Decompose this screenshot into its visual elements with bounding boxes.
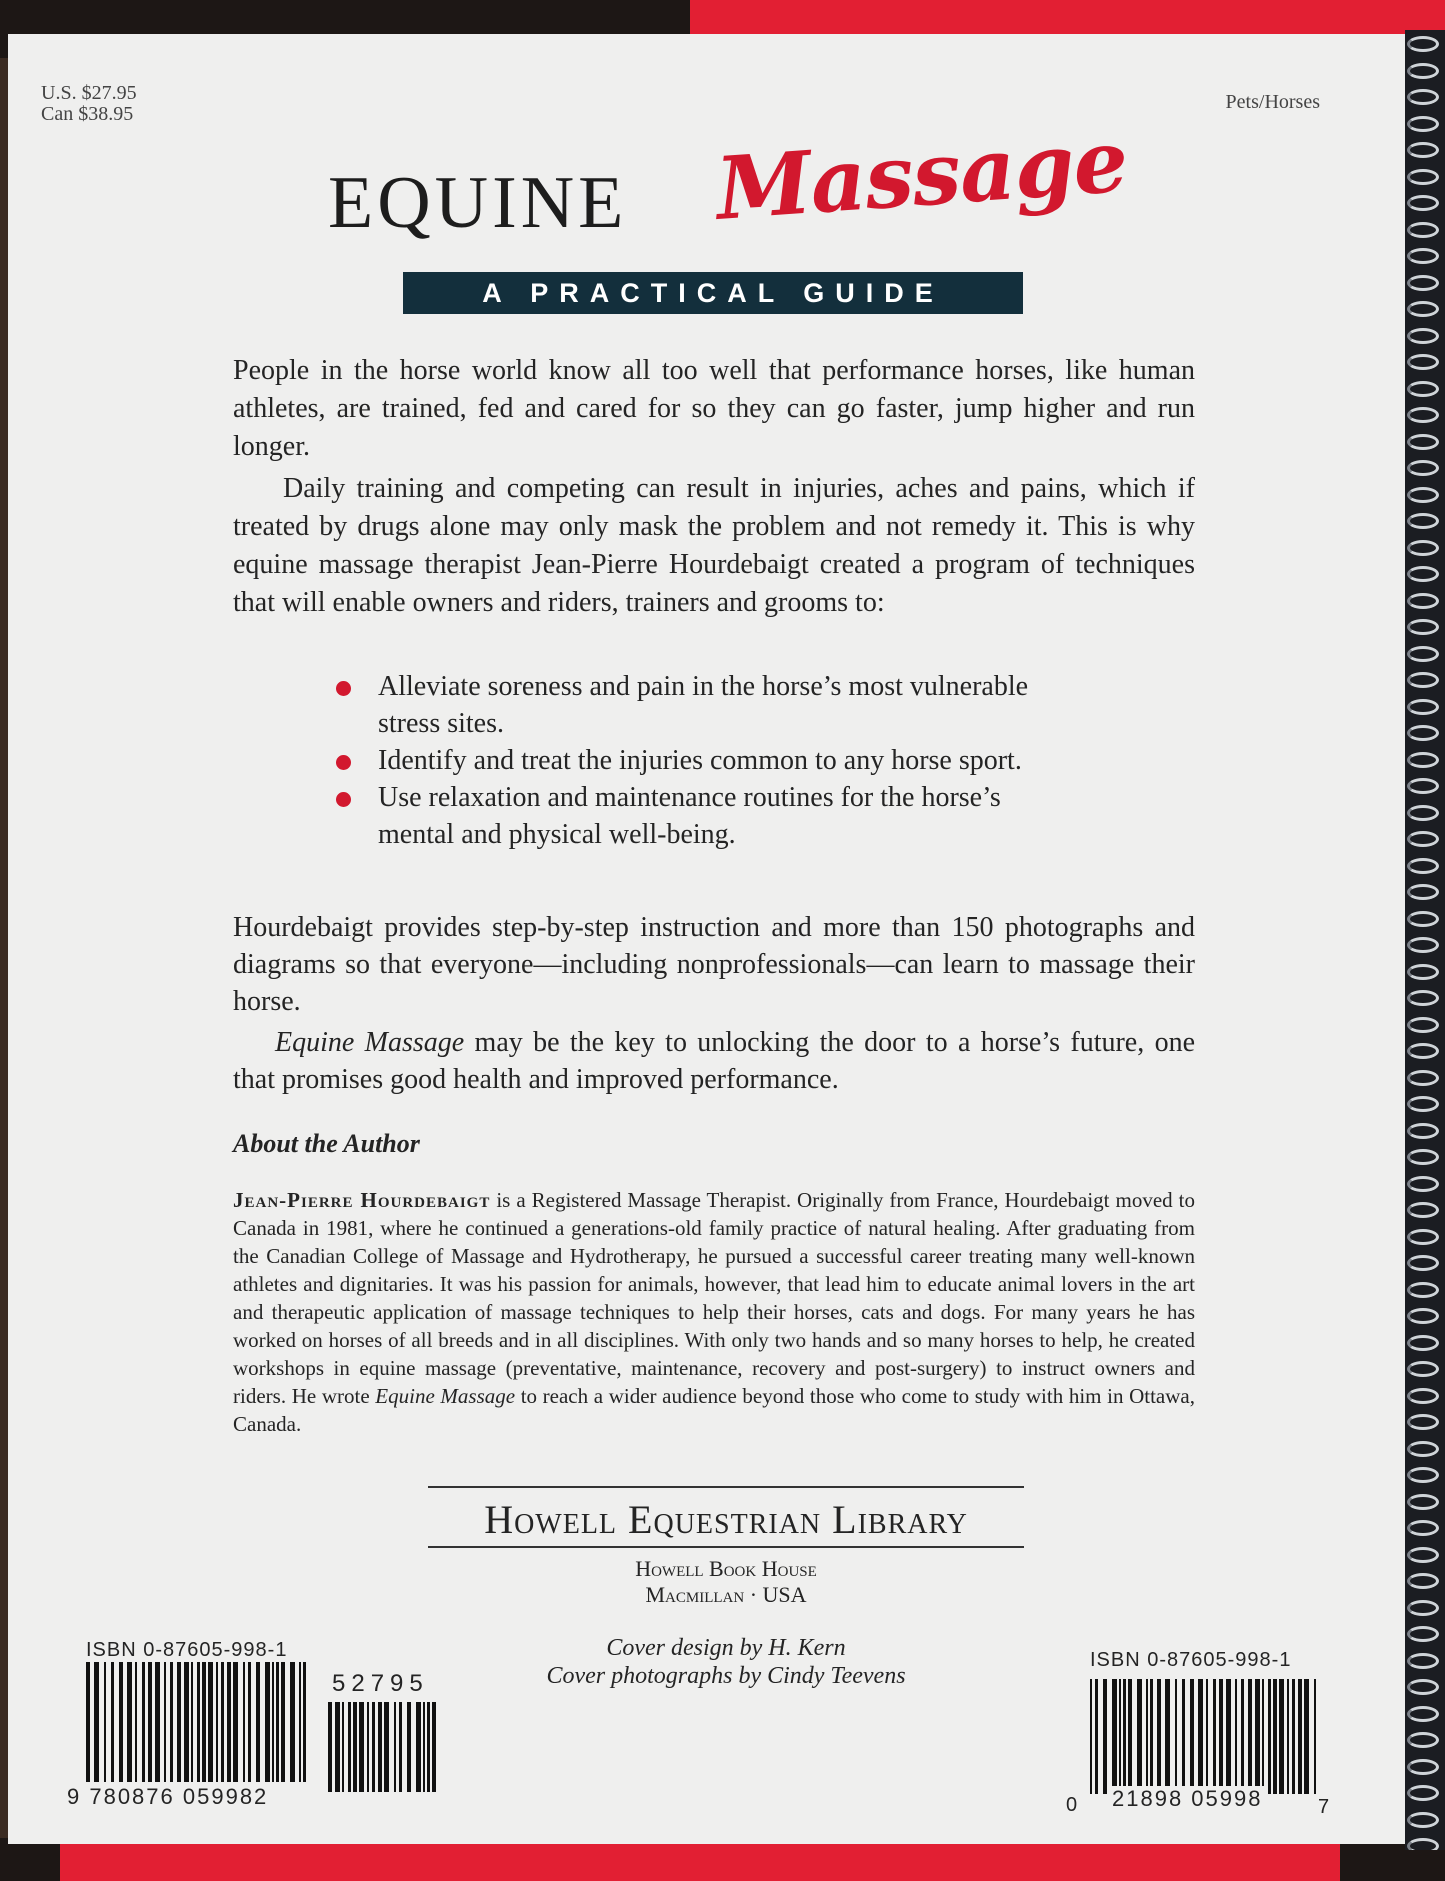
binding-coil [1407,725,1439,741]
binding-coil [1407,646,1439,662]
binding-coil [1407,1706,1439,1722]
barcode-bar [1175,1679,1177,1794]
binding-coil [1407,222,1439,238]
barcode-bar [1262,1679,1264,1794]
library-rule-top [428,1486,1024,1488]
binding-coil [1407,354,1439,370]
binding-coil [1407,1202,1439,1218]
barcode-bar [335,1702,340,1792]
barcode-bar [164,1662,166,1782]
barcode-bar [427,1702,430,1792]
price-block [41,83,137,125]
barcode-bar [127,1662,132,1782]
barcode-bar [111,1662,114,1782]
publisher [428,1556,1024,1608]
binding-coil [1407,407,1439,423]
barcode-bar [372,1702,375,1792]
about-heading: About the Author [233,1129,420,1158]
binding-coil [1407,63,1439,79]
barcode-bar [1213,1679,1216,1794]
barcode-bar [148,1662,152,1782]
author-name: Jean-Pierre Hourdebaigt [233,1188,491,1212]
binding-coil [1407,1149,1439,1165]
binding-coil [1407,1467,1439,1483]
binding-coil [1407,1388,1439,1404]
barcode-bar [170,1662,173,1782]
barcode-bar [233,1662,238,1782]
barcode-bar [1119,1679,1121,1794]
binding-coil [1407,195,1439,211]
binding-coil [1407,831,1439,847]
binding-coil [1407,1070,1439,1086]
barcode-bar [256,1662,260,1782]
binding-coil [1407,328,1439,344]
barcode-bar [407,1702,411,1792]
title-massage: Massage [712,110,1131,241]
barcode-bar [191,1662,193,1782]
library-rule-bottom [428,1546,1024,1548]
barcode-bar [1298,1679,1302,1794]
barcode-bar [1198,1679,1203,1794]
barcode-bar [1112,1679,1117,1794]
binding-coil [1407,1679,1439,1695]
binding-coil [1407,1626,1439,1642]
credit-photos: Cover photographs by Cindy Teevens [546,1663,906,1689]
credit-design: Cover design by H. Kern [606,1635,846,1661]
binding-coil [1407,1335,1439,1351]
barcode-bar [94,1662,99,1782]
binding-coil [1407,1017,1439,1033]
binding-coil [1407,1759,1439,1775]
barcode-bar [184,1662,189,1782]
barcode-bar [1226,1679,1231,1794]
barcode-bar [1292,1679,1295,1794]
library-name: Howell Equestrian Library [484,1497,968,1542]
binding-coil [1407,1547,1439,1563]
barcode-bar [394,1702,396,1792]
barcode-bar [1273,1679,1277,1794]
barcode-bar [177,1662,181,1782]
barcode-bar [155,1662,160,1782]
about-text-1: is a Registered Massage Therapist. Originally from France, Hourdebaigt moved to Canada in 1981, where he continued a generations-old family practice of natural healing. After graduating from the Canadian College of Massage and Hydrotherapy, he pursued a successful career treating many well-known athletes and dignitaries. It was his passion for animals, however, that lead him to educate animal lovers in the art and therapeutic application of massage techniques to help their horses, cats and dogs. For many years he has worked on horses of all breeds and in all disciplines. With only two hands and so many horses to help, he created workshops in equine massage (preventative, maintenance, recovery and post-surgery) to instruct owners and riders. He wrote [233,1188,1195,1408]
binding-coil [1407,805,1439,821]
binding-coil [1407,248,1439,264]
barcode-bar [1304,1679,1309,1794]
binding-coil [1407,1361,1439,1377]
binding-coil [1407,752,1439,768]
barcode-bar [399,1702,402,1792]
barcode-bar [142,1662,145,1782]
binding-coil [1407,1229,1439,1245]
binding-coil [1407,89,1439,105]
list-item [336,742,1066,779]
binding-coil [1407,1123,1439,1139]
addon-barcode [328,1702,441,1792]
barcode-bar [281,1662,285,1782]
barcode-bar [1103,1679,1107,1794]
barcode-bar [367,1702,369,1792]
binding-coil [1407,1414,1439,1430]
binding-coil [1407,990,1439,1006]
binding-coil [1407,884,1439,900]
binding-coil [1407,487,1439,503]
binding-coil [1407,672,1439,688]
barcode-bar [272,1662,274,1782]
binding-coil [1407,964,1439,980]
binding-coil [1407,1838,1439,1850]
category-label: Pets/Horses [1225,91,1320,113]
back-cover [8,34,1405,1844]
barcode-bar [328,1702,332,1792]
binding-coil [1407,1308,1439,1324]
binding-coil [1407,460,1439,476]
binding-coil [1407,301,1439,317]
barcode-bar [1095,1679,1098,1794]
barcode-bar [216,1662,218,1782]
benefit-list [336,668,1066,853]
about-text [233,1186,1195,1438]
barcode-bar [1137,1679,1142,1794]
barcode-bar [1206,1679,1208,1794]
binding-coil [1407,434,1439,450]
about-book-title: Equine Massage [375,1384,516,1408]
barcode-bar [227,1662,231,1782]
binding-coil [1407,566,1439,582]
list-item [336,779,1066,853]
binding-coil [1407,142,1439,158]
binding-coil [1407,1255,1439,1271]
barcode-bar [1314,1679,1316,1794]
barcode-bar [1248,1679,1252,1794]
binding-coil [1407,593,1439,609]
barcode-bar [416,1702,421,1792]
ean-barcode [86,1662,310,1782]
intro-paragraph-1: People in the horse world know all too well that performance horses, like human athletes, are trained, fed and cared for so they can go faster, jump higher and run longer. [233,355,1195,462]
barcode-bar [135,1662,137,1782]
barcode-bar [197,1662,200,1782]
barcode-bar [265,1662,270,1782]
isbn-right: ISBN 0-87605-998-1 [1090,1649,1292,1671]
binding-coil [1407,1520,1439,1536]
binding-coil [1407,116,1439,132]
cover-credits [428,1634,1024,1690]
barcode-bar [202,1662,206,1782]
barcode-bar [1241,1679,1244,1794]
upc-barcode [1090,1679,1319,1794]
binding-coil [1407,1653,1439,1669]
binding-coil [1407,1176,1439,1192]
bullet-dot-icon [336,755,351,770]
barcode-bar [1219,1679,1223,1794]
barcode-bar [1123,1679,1126,1794]
publisher-line-2: Macmillan · USA [645,1582,807,1607]
barcode-bar [86,1662,90,1782]
title [328,110,1131,269]
bullet-dot-icon [336,792,351,807]
body-paragraph-3: Hourdebaigt provides step-by-step instruction and more than 150 photographs and diagrams so that everyone—including nonprofessionals—can learn to massage their horse. [233,912,1195,1017]
barcode-bar [1182,1679,1185,1794]
bullet-dot-icon [336,681,351,696]
barcode-bar [1190,1679,1194,1794]
barcode-bar [1146,1679,1148,1794]
binding-coil [1407,275,1439,291]
list-item-text: Use relaxation and maintenance routines for the horse’s mental and physical well-being. [378,782,1001,850]
barcode-bar [299,1662,301,1782]
barcode-bar [359,1702,364,1792]
body-paragraph-4-text: may be the key to unlocking the door to a horse’s future, one that promises good health and improved performance. [233,1027,1195,1095]
binding-coil [1407,1282,1439,1298]
binding-coil [1407,36,1439,52]
upc-digit-right: 7 [1318,1796,1330,1818]
barcode-bar [1279,1679,1284,1794]
barcode-bar [1235,1679,1237,1794]
binding-coil [1407,1812,1439,1828]
barcode-bar [1268,1679,1271,1794]
book-title-italic: Equine Massage [275,1027,465,1058]
intro-text [233,352,1195,626]
barcode-bar [1150,1679,1153,1794]
barcode-bar [1090,1679,1092,1794]
barcode-bar [303,1662,306,1782]
barcode-bar [353,1702,357,1792]
barcode-bar [348,1702,351,1792]
barcode-bar [1255,1679,1260,1794]
addon-digits: 52795 [332,1670,429,1697]
binding-coil [1407,937,1439,953]
barcode-bar [1157,1679,1161,1794]
barcode-bar [384,1702,389,1792]
barcode-bar [276,1662,279,1782]
barcode-bar [208,1662,213,1782]
list-item [336,668,1066,742]
binding-coil [1407,1785,1439,1801]
body-text [233,909,1195,1102]
binding-coil [1407,1732,1439,1748]
binding-coil [1407,1096,1439,1112]
list-item-text: Alleviate soreness and pain in the horse’s most vulnerable stress sites. [378,671,1029,739]
intro-paragraph-2: Daily training and competing can result in injuries, aches and pains, which if treated by drugs alone may only mask the problem and not remedy it. This is why equine massage therapist Jean-Pierre Hourdebaigt created a program of techniques that will enable owners and riders, trainers and grooms to: [233,473,1195,618]
binding-coil [1407,513,1439,529]
binding-coil [1407,1441,1439,1457]
body-paragraph-4 [233,1024,1195,1098]
price-can: Can $38.95 [41,103,134,125]
upc-digits: 21898 05998 [1108,1786,1266,1812]
binding-coil [1407,911,1439,927]
bottom-red-band [0,1838,1445,1881]
binding-coil [1407,699,1439,715]
binding-coil [1407,619,1439,635]
binding-coil [1407,169,1439,185]
binding-coil [1407,1043,1439,1059]
list-item-text: Identify and treat the injuries common to any horse sport. [378,745,1022,776]
barcode-bar [1128,1679,1132,1794]
barcode-bar [290,1662,295,1782]
spiral-binding [1405,30,1445,1850]
barcode-bar [104,1662,106,1782]
publisher-line-1: Howell Book House [635,1556,817,1581]
about-text-2: to reach a wider audience beyond those who come to study with him in Ottawa, Canada. [233,1384,1195,1436]
bottom-dark-left [0,1838,60,1881]
binding-coil [1407,858,1439,874]
ean-digits: 9 780876 059982 [63,1784,272,1810]
barcode-bar [432,1702,436,1792]
barcode-bar [378,1702,382,1792]
barcode-bar [342,1702,344,1792]
title-equine: EQUINE [328,162,628,244]
binding-coil [1407,1600,1439,1616]
barcode-bar [248,1662,251,1782]
barcode-bar [243,1662,245,1782]
barcode-bar [423,1702,425,1792]
binding-coil [1407,381,1439,397]
barcode-bar [119,1662,123,1782]
binding-coil [1407,778,1439,794]
upc-digit-left: 0 [1066,1794,1078,1816]
subtitle-banner: A PRACTICAL GUIDE [403,272,1023,314]
binding-coil [1407,1494,1439,1510]
barcode-bar [221,1662,224,1782]
binding-coil [1407,1573,1439,1589]
barcode-bar [1165,1679,1170,1794]
isbn-left: ISBN 0-87605-998-1 [86,1639,288,1661]
binding-coil [1407,540,1439,556]
price-us: U.S. $27.95 [41,82,137,104]
barcode-bar [1287,1679,1289,1794]
